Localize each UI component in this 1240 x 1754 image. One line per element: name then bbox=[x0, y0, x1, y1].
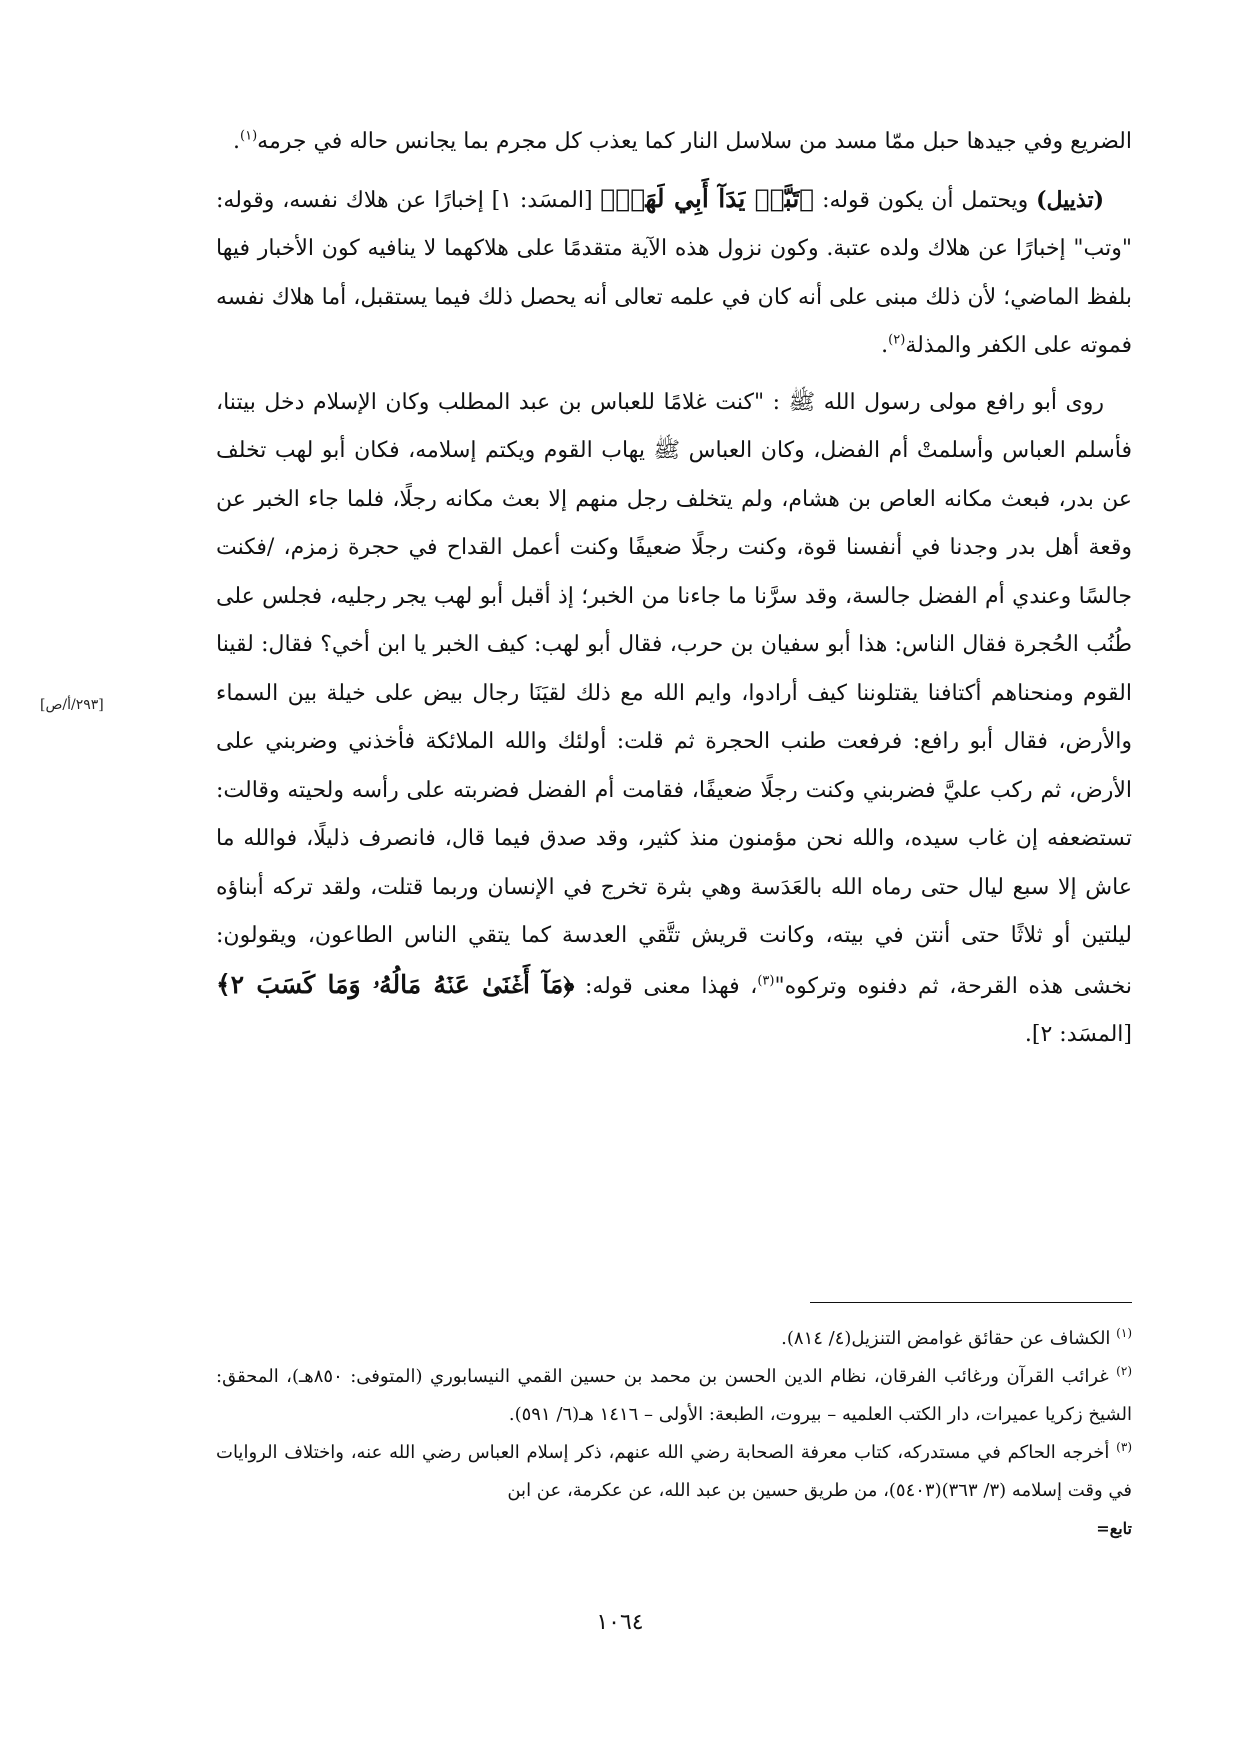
paragraph-1: الضريع وفي جيدها حبل ممّا مسد من سلاسل النار كما يعذب كل مجرم بما يجانس حاله في جرمه$^{(١)}$. bbox=[233, 128, 1132, 154]
footnote-ref-1[interactable]: (١) bbox=[240, 128, 258, 144]
footnote-ref-3[interactable]: (٣) bbox=[757, 973, 775, 989]
verse-citation-2: [المسَد: ٢] bbox=[1031, 1022, 1132, 1047]
main-text bbox=[216, 118, 1132, 1060]
footnote-3: $^{(٣)}$ أخرجه الحاكم في مستدركه، كتاب معرفة الصحابة رضي الله عنهم، ذكر إسلام العباس رضي الله عنه، واختلاف الروايات في وقت إسلامه (٣/ ٣٦٣)(٥٤٠٣)، من طريق حسين بن عبد الله، عن عكرمة، عن ابن bbox=[216, 1440, 1132, 1501]
footnote-ref-2[interactable]: (٢) bbox=[888, 332, 906, 348]
footnote-separator bbox=[810, 1302, 1132, 1303]
paragraph-2: (تذييل) ويحتمل أن يكون قوله: ﴿تَبَّتۡ يَدَآ أَبِي لَهَبٖ﴾ [المسَد: ١] إخبارًا عن هلاك نفسه، وقوله: "وتب" إخبارًا عن هلاك ولده عتبة. وكون نزول هذه الآية متقدمًا على هلاكهما لا ينافيه كون الأخبار فيها بلفظ الماضي؛ لأن ذلك مبنى على أنه كان في علمه تعالى أنه يحصل ذلك فيما يستقبل، أما هلاك نفسه فموته على الكفر والمذلة$^{(٢)}$. bbox=[216, 183, 1132, 358]
quran-verse-2: ﴿مَآ أَغۡنَىٰ عَنۡهُ مَالُهُۥ وَمَا كَسَبَ ٢﴾ bbox=[216, 969, 575, 999]
footnote-2: $^{(٢)}$ غرائب القرآن ورغائب الفرقان، نظام الدين الحسن بن محمد بن حسين القمي النيسابوري (المتوفى: ٨٥٠هـ)، المحقق: الشيخ زكريا عميرات، دار الكتب العلميه – بيروت، الطبعة: الأولى – ١٤١٦ هـ(٦/ ٥٩١). bbox=[216, 1364, 1132, 1425]
manuscript-folio-note: [٢٩٣/أ/ص] bbox=[40, 697, 104, 713]
quran-verse-1: ﴿تَبَّتۡ يَدَآ أَبِي لَهَبٖ﴾ bbox=[600, 183, 815, 213]
footnote-1: $^{(١)}$ الكشاف عن حقائق غوامض التنزيل(٤/ ٨١٤). bbox=[781, 1326, 1132, 1349]
footnotes bbox=[216, 1320, 1132, 1548]
tadhyil-label: (تذييل) bbox=[1036, 186, 1105, 213]
page-number: ١٠٦٤ bbox=[596, 1610, 644, 1635]
continued-label: تابع= bbox=[1096, 1519, 1132, 1538]
paragraph-3: روى أبو رافع مولى رسول الله ﷺ : "كنت غلامًا للعباس بن عبد المطلب وكان الإسلام دخل بيتنا، فأسلم العباس وأسلمتْ أم الفضل، وكان العباس ﷺ يهاب القوم ويكتم إسلامه، فكان أبو لهب تخلف عن بدر، فبعث مكانه العاص بن هشام، ولم يتخلف رجل منهم إلا بعث مكانه رجلًا، فلما جاء الخبر عن وقعة أهل بدر وجدنا في أنفسنا قوة، وكنت رجلًا ضعيفًا وكنت أعمل القداح في حجرة زمزم، /فكنت جالسًا وعندي أم الفضل جالسة، وقد سرَّنا ما جاءنا من الخبر؛ إذ أقبل أبو لهب يجر رجليه، فجلس على طُنُب الحُجرة فقال الناس: هذا أبو سفيان بن حرب، فقال أبو لهب: كيف الخبر يا ابن أخي؟ فقال: لقينا القوم ومنحناهم أكتافنا يقتلوننا كيف أرادوا، وايم الله مع ذلك لقيَنَا رجال بيض على خيلة بين السماء والأرض، فقال أبو رافع: فرفعت طنب الحجرة ثم قلت: أولئك والله الملائكة فأخذني وضربني على الأرض، ثم ركب عليَّ فضربني وكنت رجلًا ضعيفًا، فقامت أم الفضل فضربته على رأسه ولحيته وقالت: تستضعفه إن غاب سيده، والله نحن مؤمنون منذ كثير، وقد صدق فيما قال، فانصرف ذليلًا، فوالله ما عاش إلا سبع ليال حتى رماه الله بالعَدَسة وهي بثرة تخرج في الإنسان وربما قتلت، ولقد تركه أبناؤه ليلتين أو ثلاثًا حتى أنتن في بيته، وكانت قريش تتَّقي العدسة كما يتقي الناس الطاعون، ويقولون: نخشى هذه القرحة، ثم دفنوه وتركوه"$^{(٣)}$، فهذا معنى قوله: ﴿مَآ أَغۡنَىٰ عَنۡهُ مَالُهُۥ وَمَا كَسَبَ ٢﴾ [المسَد: ٢]. bbox=[216, 389, 1132, 1047]
verse-citation-1: [المسَد: ١] bbox=[491, 187, 593, 213]
